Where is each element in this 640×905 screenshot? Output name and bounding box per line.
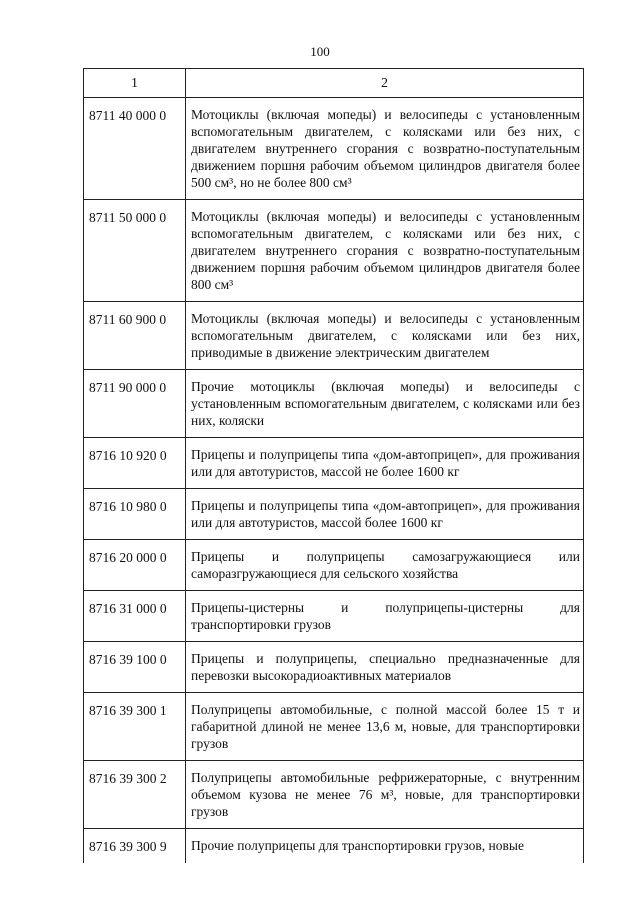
commodity-code: 8716 39 300 9	[84, 829, 186, 864]
table-row	[84, 591, 584, 642]
table-row	[84, 693, 584, 761]
table-row	[84, 302, 584, 370]
commodity-description: Прочие полуприцепы для транспортировки грузов, новые	[186, 829, 584, 864]
commodity-code: 8711 50 000 0	[84, 200, 186, 302]
commodity-description: Прицепы-цистерны и полуприцепы-цистерны для транспортировки грузов	[186, 591, 584, 642]
table-row	[84, 829, 584, 864]
commodity-description: Мотоциклы (включая мопеды) и велосипеды с установленным вспомогательным двигателем, с колясками или без них, с двигателем внутреннего сгорания с возвратно-поступательным движением поршня рабочим объемом цилиндров двигателя более 500 см³, но не более 800 см³	[186, 98, 584, 200]
commodity-description: Прочие мотоциклы (включая мопеды) и велосипеды с установленным вспомогательным двигателем, с колясками или без них, коляски	[186, 370, 584, 438]
page-number: 100	[310, 44, 330, 59]
commodity-description: Полуприцепы автомобильные рефрижераторные, с внутренним объемом кузова не менее 76 м³, новые, для транспортировки грузов	[186, 761, 584, 829]
column-header-description: 2	[186, 69, 584, 98]
commodity-code: 8716 31 000 0	[84, 591, 186, 642]
commodity-description: Мотоциклы (включая мопеды) и велосипеды с установленным вспомогательным двигателем, с колясками или без них, с двигателем внутреннего сгорания с возвратно-поступательным движением поршня рабочим объемом цилиндров двигателя более 800 см³	[186, 200, 584, 302]
commodity-code: 8716 10 920 0	[84, 438, 186, 489]
commodity-description: Прицепы и полуприцепы типа «дом-автоприцеп», для проживания или для автотуристов, массой более 1600 кг	[186, 489, 584, 540]
table-row	[84, 98, 584, 200]
commodity-code: 8711 60 900 0	[84, 302, 186, 370]
table-row	[84, 370, 584, 438]
commodity-description: Прицепы и полуприцепы типа «дом-автоприцеп», для проживания или для автотуристов, массой не более 1600 кг	[186, 438, 584, 489]
column-header-code: 1	[84, 69, 186, 98]
commodity-code: 8716 20 000 0	[84, 540, 186, 591]
tariff-code-table	[83, 68, 584, 863]
table-row	[84, 489, 584, 540]
table-row	[84, 761, 584, 829]
commodity-description: Мотоциклы (включая мопеды) и велосипеды с установленным вспомогательным двигателем, с колясками или без них, приводимые в движение электрическим двигателем	[186, 302, 584, 370]
table-row	[84, 540, 584, 591]
table-row	[84, 200, 584, 302]
commodity-code: 8711 40 000 0	[84, 98, 186, 200]
commodity-code: 8716 39 300 2	[84, 761, 186, 829]
commodity-description: Полуприцепы автомобильные, с полной массой более 15 т и габаритной длиной не менее 13,6 м, новые, для транспортировки грузов	[186, 693, 584, 761]
commodity-code: 8711 90 000 0	[84, 370, 186, 438]
table-row	[84, 438, 584, 489]
commodity-code: 8716 39 300 1	[84, 693, 186, 761]
commodity-code: 8716 10 980 0	[84, 489, 186, 540]
table-row	[84, 642, 584, 693]
commodity-description: Прицепы и полуприцепы, специально предназначенные для перевозки высокорадиоактивных материалов	[186, 642, 584, 693]
table-header-row	[84, 69, 584, 98]
commodity-code: 8716 39 100 0	[84, 642, 186, 693]
commodity-description: Прицепы и полуприцепы самозагружающиеся или саморазгружающиеся для сельского хозяйства	[186, 540, 584, 591]
